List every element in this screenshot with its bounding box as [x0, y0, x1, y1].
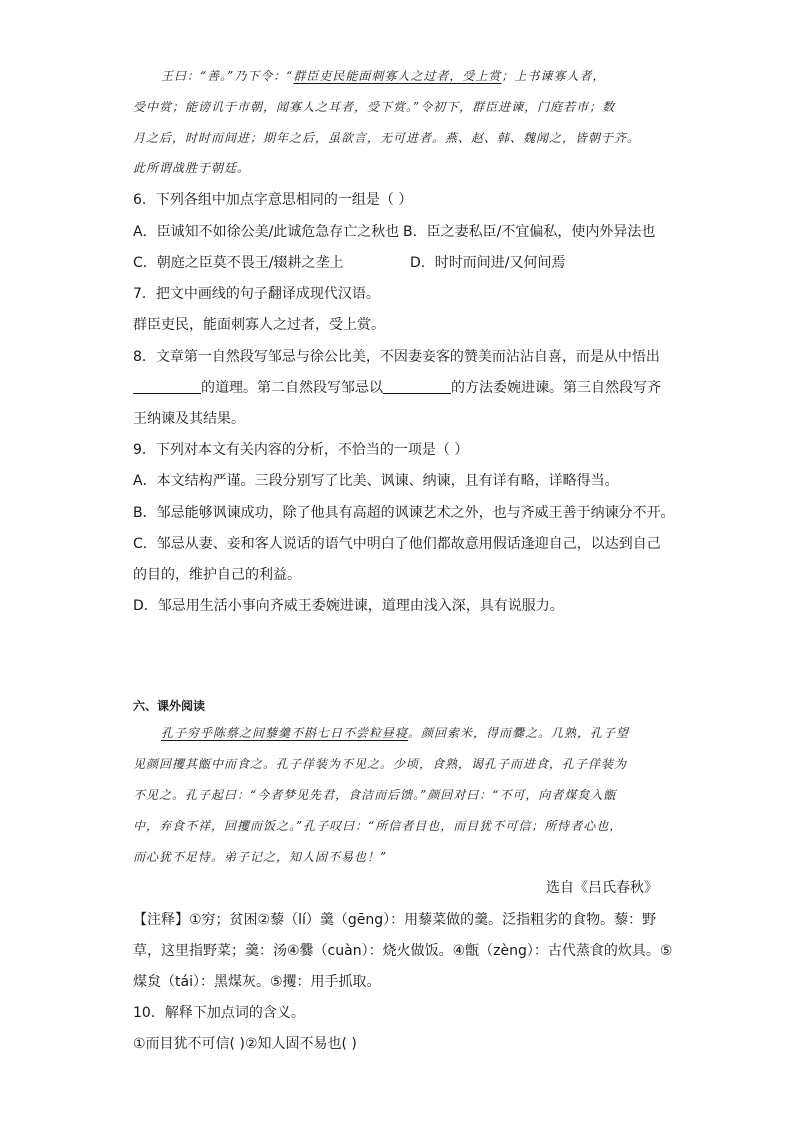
question-6-stem: 6．下列各组中加点字意思相同的一组是（ ）	[133, 192, 413, 208]
passage-line-4: 此所谓战胜于朝廷。	[133, 161, 251, 175]
option-c[interactable]: C．朝庭之臣莫不畏王/辍耕之垄上	[133, 255, 344, 271]
option-c[interactable]: C．邹忌从妻、妾和客人说话的语气中明白了他们都故意用假话逢迎自己，以达到自己	[133, 536, 661, 552]
option-a[interactable]: A．臣诚知不如徐公美/此诚危急存亡之秋也	[133, 224, 400, 240]
q10-item-2[interactable]: ②知人固不易也( )	[244, 1036, 357, 1052]
underlined-sentence: 孔子穷乎陈蔡之间藜羹不斟七日不尝粒昼寝	[161, 726, 409, 740]
option-d[interactable]: D．时时而间进/又何间焉	[410, 255, 566, 271]
source-citation: 选自《吕氏春秋》	[546, 880, 658, 896]
classical-text-line-1	[161, 723, 721, 743]
notes-line-2: 草，这里指野菜；羹：汤④爨（cuàn）：烧火做饭。④甑（zèng）：古代蒸食的炊具。⑤	[133, 943, 673, 959]
option-d[interactable]: D．邹忌用生活小事向齐威王委婉进谏，道理由浅入深，具有说服力。	[133, 598, 564, 614]
classical-text: 。颜回索米，得而爨之。几熟，孔子望	[408, 726, 630, 740]
question-6-options-cd	[133, 253, 693, 273]
question-10-items	[133, 1034, 693, 1054]
question-7-stem: 7．把文中画线的句子翻译成现代汉语。	[133, 286, 380, 302]
notes-line-1: 【注释】①穷；贫困②藜（lí）羹（gēng）：用藜菜做的羹。泛指粗劣的食物。藜：野	[133, 912, 657, 928]
question-9-stem: 9．下列对本文有关内容的分析，不恰当的一项是（ ）	[133, 442, 469, 458]
question-7-sentence: 群臣吏民，能面刺寡人之过者，受上赏。	[133, 317, 385, 333]
section-heading: 六、课外阅读	[133, 699, 206, 713]
question-8-line-1: 8．文章第一自然段写邹忌与徐公比美，不因妻妾客的赞美而沾沾自喜，而是从中悟出	[133, 349, 660, 365]
question-6-options-ab	[133, 222, 693, 242]
classical-text-line-4: 中，弃食不祥，回攫而饭之。”孔子叹曰：“所信者目也，而目犹不可信；所恃者心也，	[133, 819, 623, 833]
answer-blank-1[interactable]	[133, 379, 201, 394]
option-c-continued: 的目的，维护自己的利益。	[133, 567, 301, 583]
answer-blank-2[interactable]	[383, 379, 451, 394]
passage-line-1	[161, 66, 721, 86]
question-8-line-2	[133, 378, 693, 398]
passage-line-3: 月之后，时时而间进；期年之后，虽欲言，无可进者。燕、赵、韩、魏闻之，皆朝于齐。	[133, 131, 641, 145]
q10-item-1[interactable]: ①而目犹不可信( )	[133, 1036, 245, 1052]
notes-line-3: 煤炱（tái）：黑煤灰。⑤攫：用手抓取。	[133, 974, 381, 990]
question-8-line-3: 王纳谏及其结果。	[133, 411, 245, 427]
underlined-sentence: 群臣吏民能面刺寡人之过者，受上赏	[293, 69, 502, 83]
option-a[interactable]: A．本文结构严谨。三段分别写了比美、讽谏、纳谏，且有详有略，详略得当。	[133, 473, 619, 489]
q8-text: 的方法委婉进谏。第三自然段写齐	[451, 380, 661, 396]
passage-line-2: 受中赏；能谤讥于市朝，闻寡人之耳者，受下赏。”令初下，群臣进谏，门庭若市；数	[133, 100, 616, 114]
passage-text: 王曰：“善。”乃下令：“	[161, 69, 294, 83]
passage-text: ；上书谏寡人者，	[501, 69, 606, 83]
question-10-stem: 10．解释下加点词的含义。	[133, 1005, 305, 1021]
classical-text-line-2: 见颜回攫其甑中而食之。孔子佯装为不见之。少顷，食熟，谒孔子而进食，孔子佯装为	[133, 757, 628, 771]
classical-text-line-3: 不见之。孔子起曰：“今者梦见先君，食洁而后馈。”颜回对曰：“不可，向者煤炱入甑	[133, 788, 617, 802]
classical-text-line-5: 而心犹不足恃。弟子记之，知人固不易也！”	[133, 850, 388, 864]
option-b[interactable]: B．臣之妻私臣/不宜偏私，使内外异法也	[403, 224, 656, 240]
option-b[interactable]: B．邹忌能够讽谏成功，除了他具有高超的讽谏艺术之外，也与齐威王善于纳谏分不开。	[133, 505, 675, 521]
q8-text: 的道理。第二自然段写邹忌以	[201, 380, 383, 396]
